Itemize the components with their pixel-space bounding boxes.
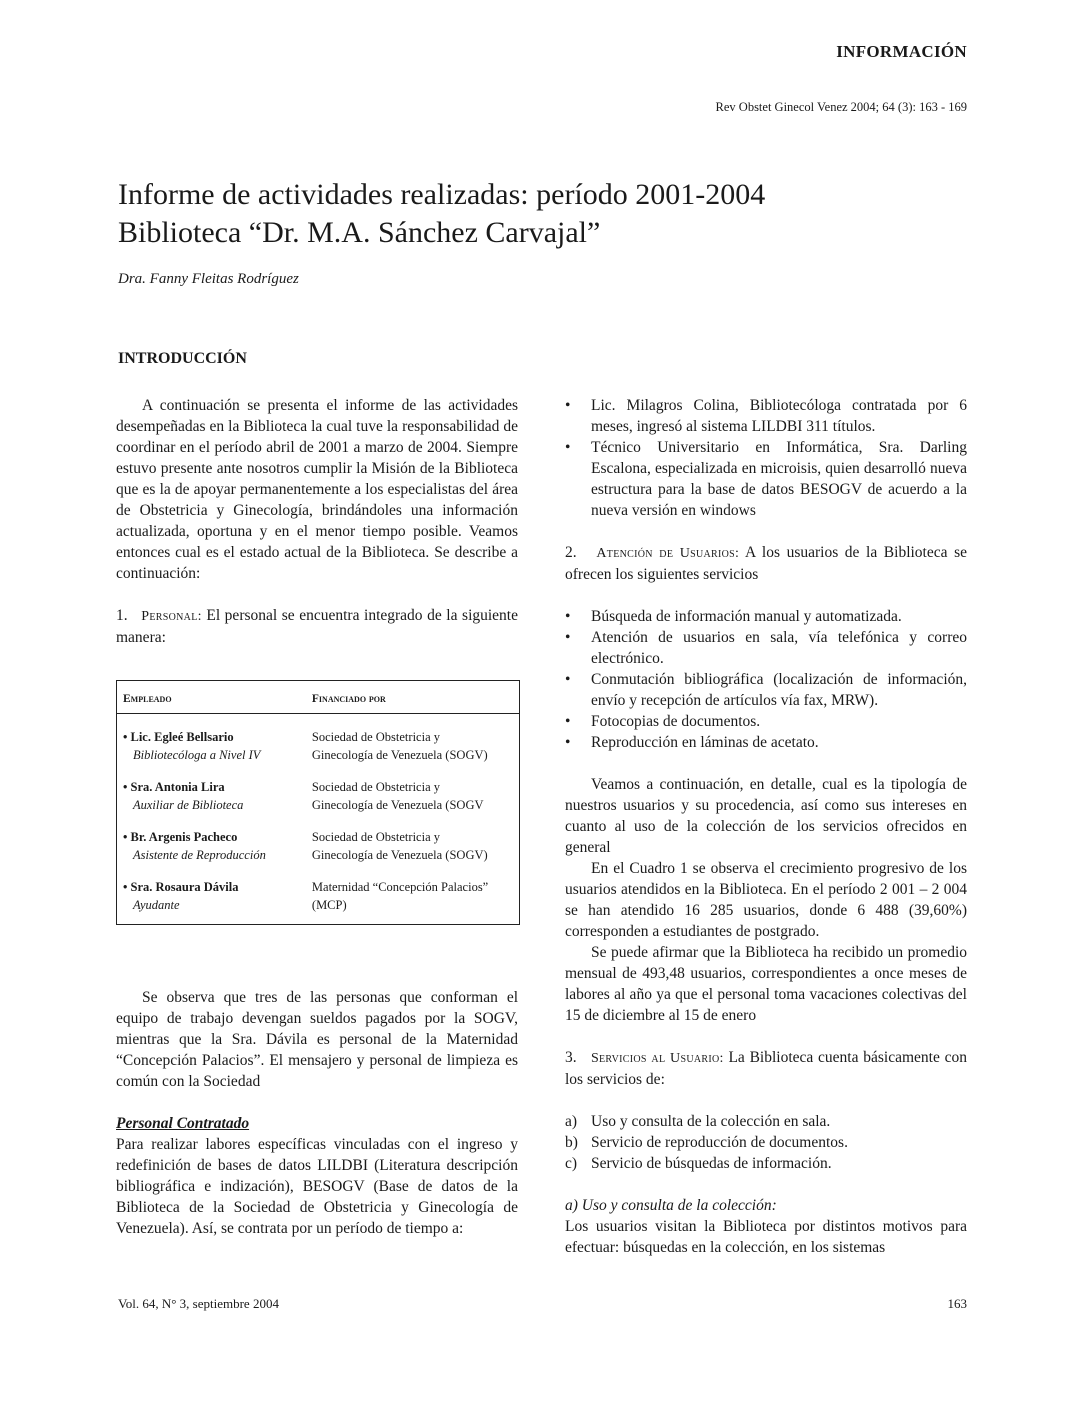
cuadro-paragraph: En el Cuadro 1 se observa el crecimiento progresivo de los usuarios atendidos en la Biblioteca. En el período 2 001 – 2 004 se han atendido 16 285 usuarios, donde 6 488 (39,60%) corresponden a estudiantes de postgrado. [565, 860, 967, 940]
employee-name: • Sra. Rosaura Dávila [123, 880, 239, 894]
services-list [565, 606, 967, 753]
funder-line-2: Ginecología de Venezuela (SOGV) [311, 848, 488, 862]
list-item: c) Servicio de búsquedas de información. [565, 1155, 832, 1172]
title-line-2: Biblioteca “Dr. M.A. Sánchez Carvajal” [118, 216, 601, 249]
list-item: • Lic. Milagros Colina, Bibliotecóloga contratada por 6 meses, ingresó al sistema LILDBI 311 títulos. [565, 395, 967, 437]
title-line-1: Informe de actividades realizadas: período 2001-2004 [118, 178, 766, 211]
funder-line-2: Ginecología de Venezuela (SOGV) [311, 748, 488, 762]
staff-table [116, 680, 520, 925]
personal-number: 1. [116, 607, 128, 624]
employee-name: • Sra. Antonia Lira [123, 780, 225, 794]
section-tag: INFORMACIÓN [836, 42, 967, 61]
tipologia-paragraph: Veamos a continuación, en detalle, cual es la tipología de nuestros usuarios y su procedencia, así como sus intereses en cuanto al uso de la colección de los servicios ofrecidos en general [565, 776, 967, 856]
left-column [116, 395, 518, 1239]
funder-cell [306, 870, 520, 925]
funder-cell [306, 770, 520, 820]
personal-text: El personal se encuentra integrado de la siguiente manera: [116, 607, 518, 646]
funder-cell [306, 820, 520, 870]
journal-citation: Rev Obstet Ginecol Venez 2004; 64 (3): 163 - 169 [715, 100, 967, 114]
employee-cell [117, 820, 306, 870]
intro-paragraph: A continuación se presenta el informe de las actividades desempeñadas en la Biblioteca la cual tuve la responsabilidad de coordinar en el período abril de 2001 a marzo de 2004. Siempre estuvo presente ante nosotros cumplir la Misión de la Biblioteca que es la de apoyar permanentemente a los especialistas del área de Obstetricia y Ginecología, brindándoles una información actualizada, oportuna y en el menor tiempo posible. Veamos entonces cual es el estado actual de la Biblioteca. Se describe a continuación: [116, 397, 518, 582]
servicios-list [565, 1111, 967, 1174]
personal-observation: Se observa que tres de las personas que conforman el equipo de trabajo devengan sueldos pagados por la SOGV, mientras que la Sra. Dávila es personal de la Maternidad “Concepción Palacios”. El mensajero y personal de limpieza es común con la Sociedad [116, 989, 518, 1090]
author: Dra. Fanny Fleitas Rodríguez [118, 271, 299, 287]
funder-line-2: (MCP) [311, 898, 347, 912]
employee-cell [117, 714, 306, 771]
servicios-label: Servicios al Usuario: [590, 1051, 724, 1066]
uso-heading: a) Uso y consulta de la colección: [565, 1197, 777, 1214]
right-column [565, 395, 967, 1258]
table-header-empleado: Empleado [117, 681, 306, 714]
employee-name: • Br. Argenis Pacheco [123, 830, 238, 844]
atencion-label: Atención de Usuarios: [596, 546, 740, 561]
employee-role: Bibliotecóloga a Nivel IV [133, 748, 261, 762]
funder-line-1: Sociedad de Obstetricia y [311, 780, 440, 794]
table-row [117, 714, 520, 771]
atencion-paragraph [565, 542, 967, 585]
contratado-paragraph: Para realizar labores específicas vinculadas con el ingreso y redefinición de bases de datos LILDBI (Literatura descripción bibliográfica e indización), BESOGV (Base de datos de la Biblioteca de la Sociedad de Obstetricia y Ginecología de Venezuela). Así, se contrata por un período de tiempo a: [116, 1136, 518, 1237]
list-item: • Atención de usuarios en sala, vía telefónica y correo electrónico. [565, 627, 967, 669]
uso-paragraph: Los usuarios visitan la Biblioteca por distintos motivos para efectuar: búsquedas en la colección, en los sistemas [565, 1218, 967, 1256]
personal-paragraph [116, 605, 518, 648]
article-title [118, 176, 978, 252]
contratados-list [565, 395, 967, 521]
intro-heading: INTRODUCCIÓN [118, 350, 247, 367]
footer-issue: Vol. 64, N° 3, septiembre 2004 [118, 1296, 279, 1311]
list-item: • Fotocopias de documentos. [565, 711, 967, 732]
promedio-paragraph: Se puede afirmar que la Biblioteca ha recibido un promedio mensual de 493,48 usuarios, correspondientes a once meses de labores al año ya que el personal toma vacaciones colectivas del 15 de diciembre al 15 de enero [565, 944, 967, 1024]
list-item: • Reproducción en láminas de acetato. [565, 732, 967, 753]
contratado-heading: Personal Contratado [116, 1115, 250, 1132]
list-item: • Búsqueda de información manual y automatizada. [565, 606, 967, 627]
employee-role: Auxiliar de Biblioteca [133, 798, 244, 812]
table-header-row [117, 681, 520, 714]
list-item: b) Servicio de reproducción de documentos. [565, 1134, 848, 1151]
employee-role: Ayudante [133, 898, 180, 912]
table-row [117, 870, 520, 925]
servicios-number: 3. [565, 1049, 577, 1066]
table-row [117, 820, 520, 870]
servicios-paragraph [565, 1047, 967, 1090]
page-number: 163 [947, 1296, 967, 1311]
atencion-number: 2. [565, 544, 577, 561]
employee-cell [117, 870, 306, 925]
employee-role: Asistente de Reproducción [133, 848, 266, 862]
funder-line-2: Ginecología de Venezuela (SOGV [311, 798, 484, 812]
funder-line-1: Sociedad de Obstetricia y [311, 730, 440, 744]
table-row [117, 770, 520, 820]
list-item: • Técnico Universitario en Informática, Sra. Darling Escalona, especializada en microisis, quien desarrolló nueva estructura para la base de datos BESOGV de acuerdo a la nueva versión en windows [565, 437, 967, 521]
personal-label: Personal: [141, 609, 202, 624]
employee-cell [117, 770, 306, 820]
list-item: a) Uso y consulta de la colección en sala. [565, 1113, 831, 1130]
table-header-financiado: Financiado por [306, 681, 520, 714]
employee-name: • Lic. Egleé Bellsario [123, 730, 234, 744]
list-item: • Conmutación bibliográfica (localización de información, envío y recepción de artículos vía fax, MRW). [565, 669, 967, 711]
funder-line-1: Maternidad “Concepción Palacios” [311, 880, 489, 894]
servicios-text: La Biblioteca cuenta básicamente con los servicios de: [565, 1049, 967, 1088]
funder-cell [306, 714, 520, 771]
atencion-text: A los usuarios de la Biblioteca se ofrecen los siguientes servicios [565, 544, 967, 583]
funder-line-1: Sociedad de Obstetricia y [311, 830, 440, 844]
